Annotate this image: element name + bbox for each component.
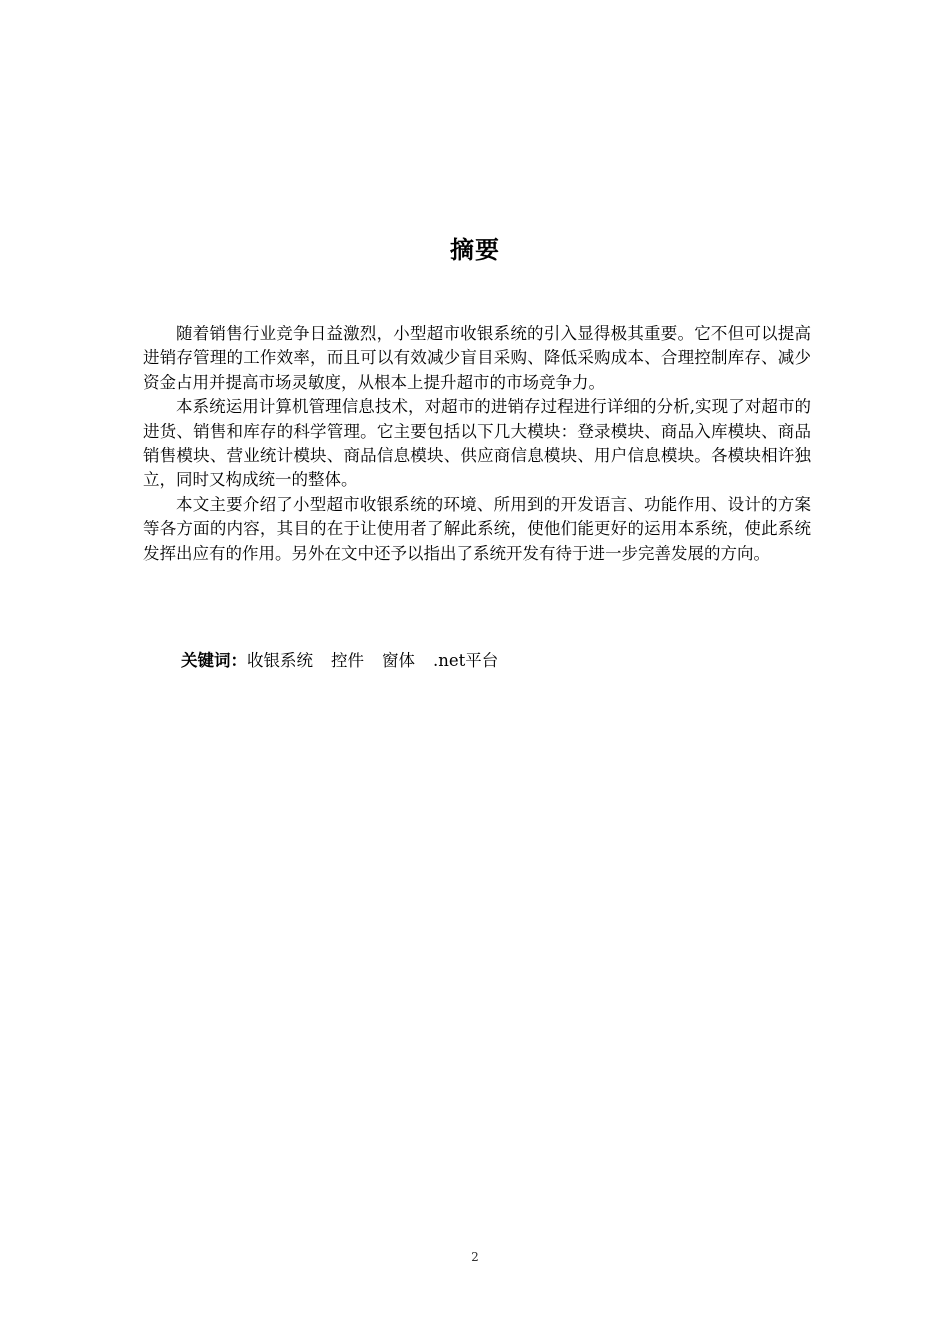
keywords-line	[181, 648, 801, 674]
keyword-item: 控件	[331, 651, 364, 670]
keywords-label: 关键词：	[181, 651, 247, 670]
keyword-item: 收银系统	[247, 651, 313, 670]
keyword-item: .net平台	[433, 651, 499, 670]
abstract-paragraph-1: 随着销售行业竞争日益激烈，小型超市收银系统的引入显得极其重要。它不但可以提高进销存管理的工作效率，而且可以有效减少盲目采购、降低采购成本、合理控制库存、减少资金占用并提高市场灵敏度，从根本上提升超市的市场竞争力。	[143, 324, 811, 392]
keyword-item: 窗体	[382, 651, 415, 670]
abstract-paragraph-2: 本系统运用计算机管理信息技术，对超市的进销存过程进行详细的分析,实现了对超市的进货、销售和库存的科学管理。它主要包括以下几大模块：登录模块、商品入库模块、商品销售模块、营业统计模块、商品信息模块、供应商信息模块、用户信息模块。各模块相许独立，同时又构成统一的整体。	[143, 397, 811, 490]
page-number: 2	[471, 1250, 479, 1264]
abstract-body	[143, 322, 811, 566]
abstract-paragraph-3: 本文主要介绍了小型超市收银系统的环境、所用到的开发语言、功能作用、设计的方案等各方面的内容，其目的在于让使用者了解此系统，使他们能更好的运用本系统，使此系统发挥出应有的作用。另外在文中还予以指出了系统开发有待于进一步完善发展的方向。	[143, 494, 811, 563]
page-title: 摘要	[450, 236, 500, 264]
